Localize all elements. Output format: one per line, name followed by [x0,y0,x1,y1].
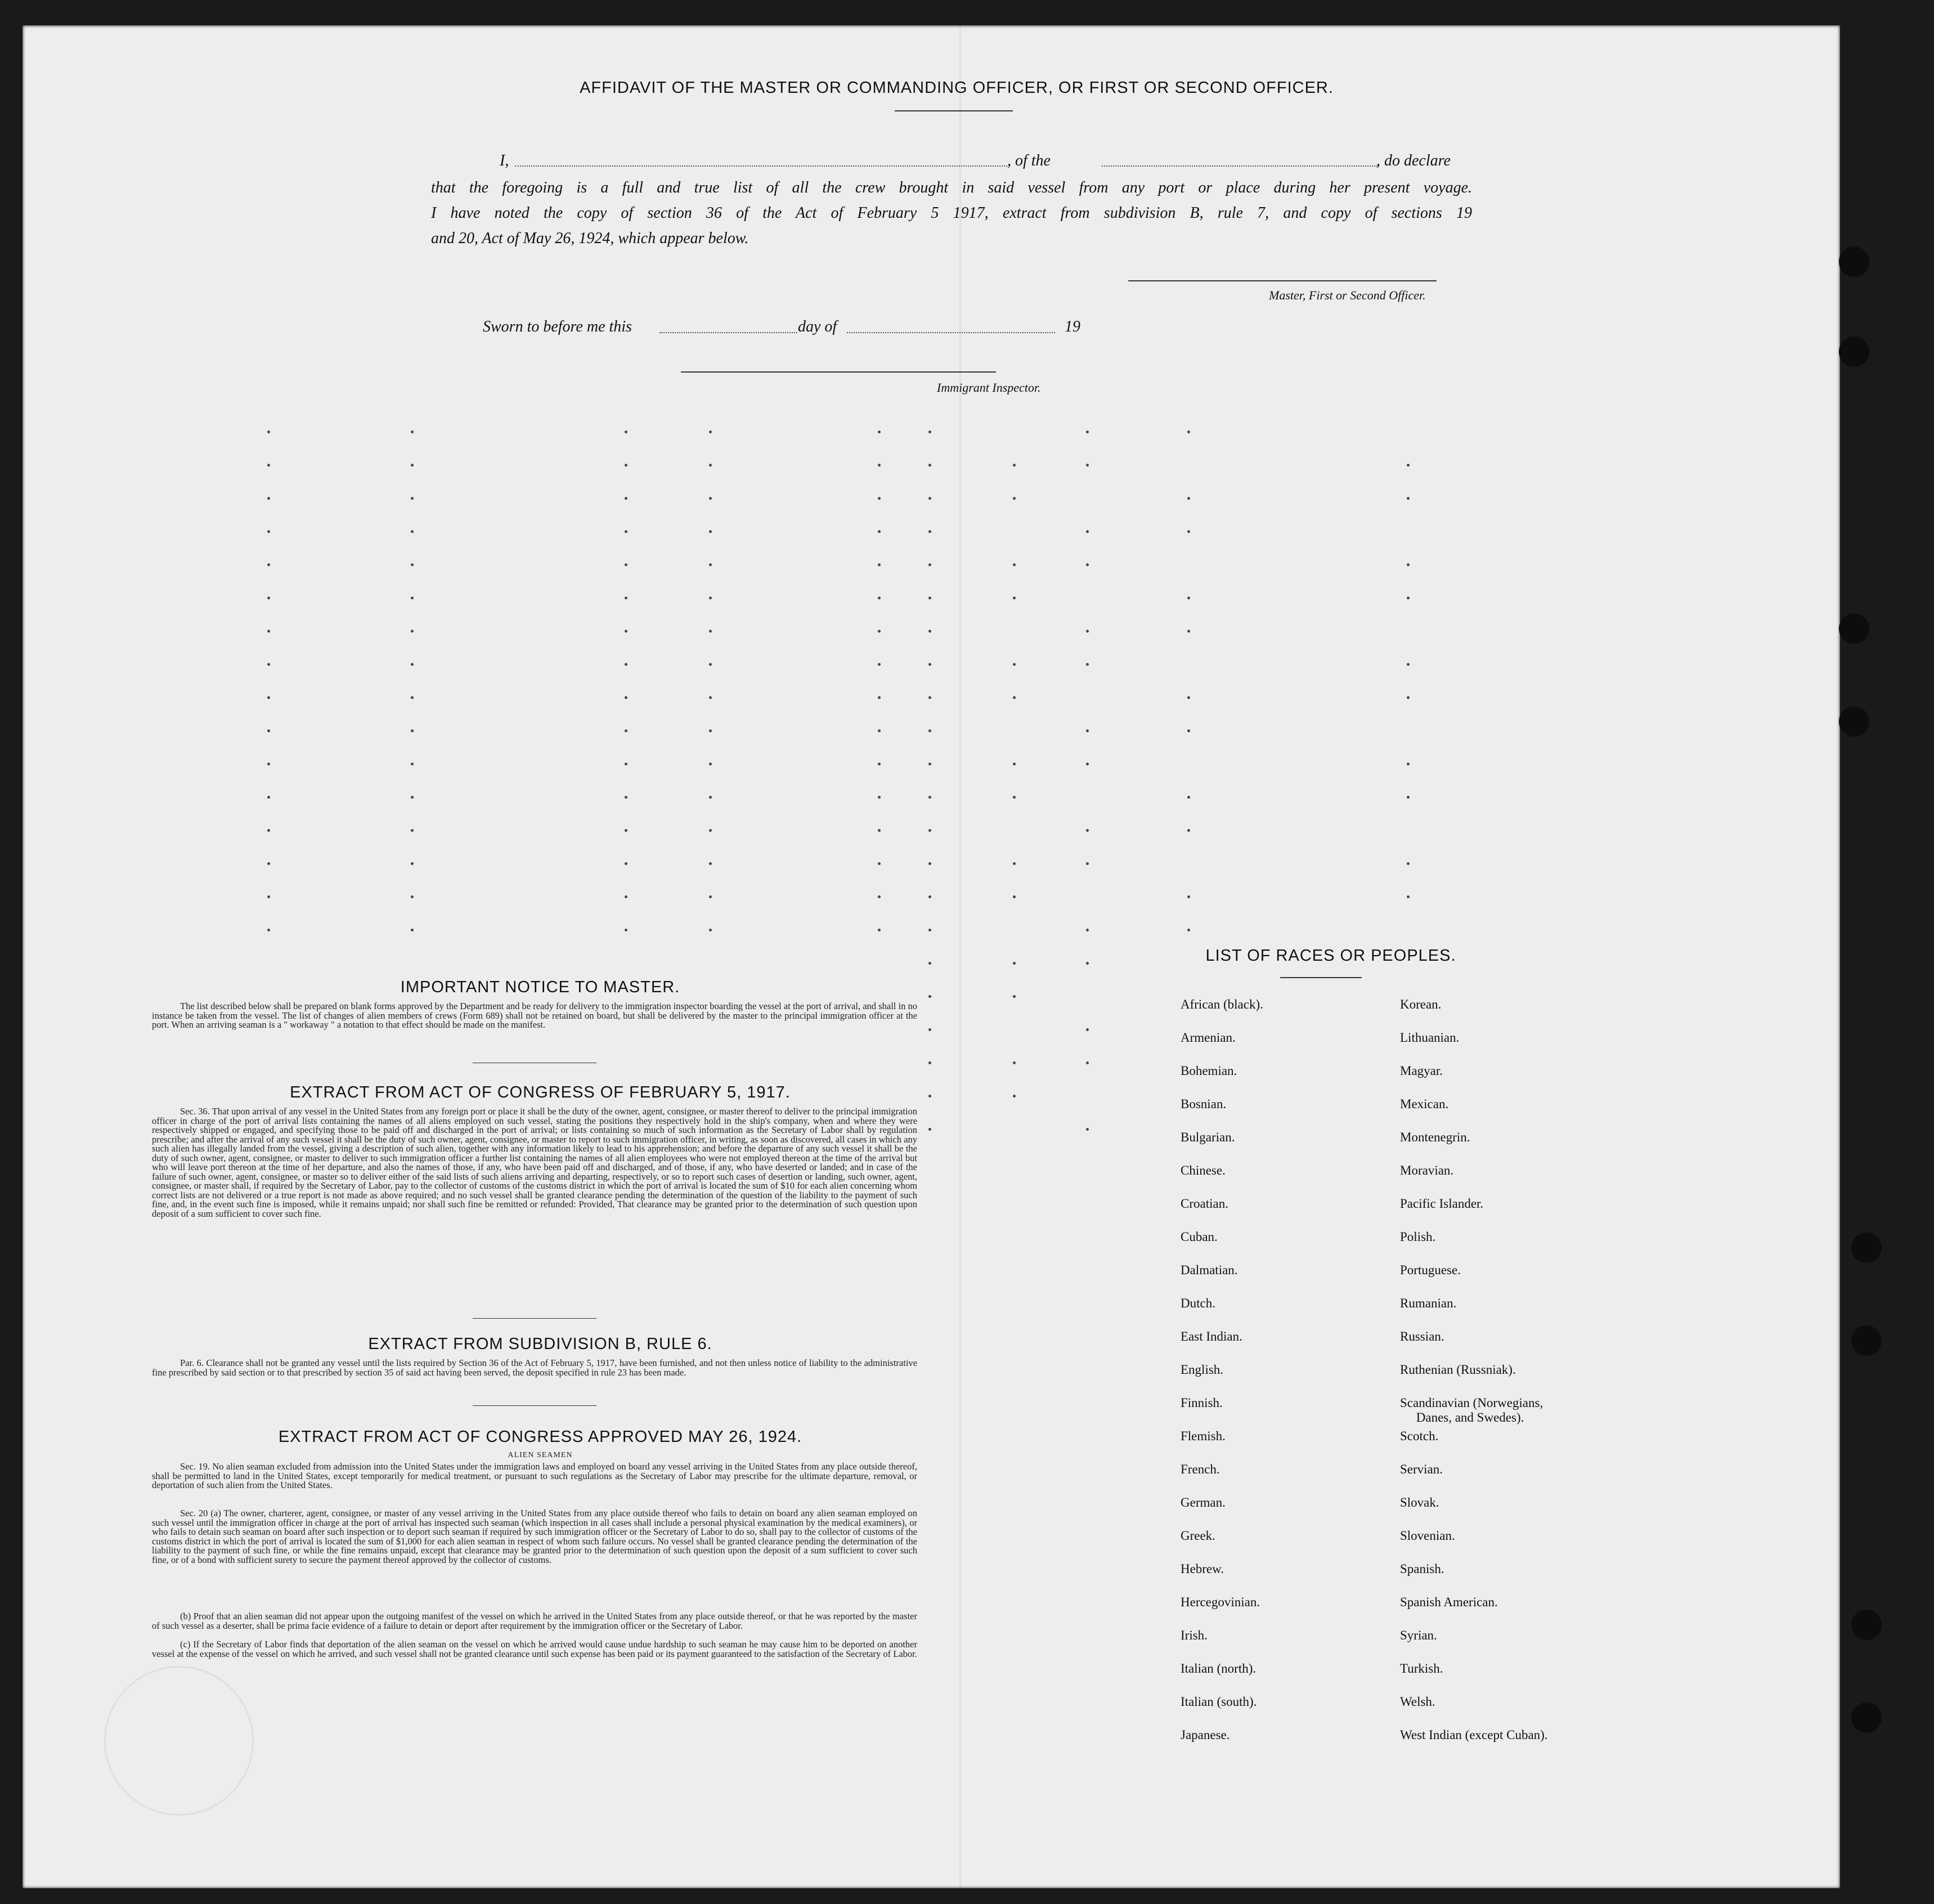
race-entry: Pacific Islander. [1400,1197,1484,1211]
bleed-dot [1407,464,1410,467]
bleed-dot [709,630,712,633]
bleed-dot [411,663,414,666]
affidavit-line4: and 20, Act of May 26, 1924, which appear below. [431,230,749,247]
rule6-title: EXTRACT FROM SUBDIVISION B, RULE 6. [368,1335,712,1353]
bleed-dot [1086,1128,1089,1131]
bleed-dot [709,597,712,599]
bleed-dot [1187,729,1190,732]
punch-hole [1839,706,1869,737]
bleed-dot [709,862,712,865]
bleed-dot [1407,895,1410,898]
race-entry: Spanish American. [1400,1595,1498,1609]
race-entry: Scotch. [1400,1429,1439,1443]
bleed-dot [1013,1095,1016,1097]
bleed-dot [928,1095,931,1097]
bleed-dot [1086,729,1089,732]
race-entry: Hercegovinian. [1181,1595,1260,1609]
race-entry: Japanese. [1181,1728,1230,1742]
bleed-dot [928,663,931,666]
bleed-dot [709,431,712,433]
bleed-dot [1013,663,1016,666]
bleed-dot [878,431,881,433]
race-entry: African (black). [1181,997,1263,1011]
race-entry: Lithuanian. [1400,1031,1460,1045]
race-entry: Greek. [1181,1529,1215,1543]
bleed-dot [625,895,627,898]
bleed-dot [1407,597,1410,599]
bleed-dot [1086,530,1089,533]
affidavit-line1-start: I, [500,152,509,169]
bleed-dot [1187,497,1190,500]
bleed-dot [928,962,931,965]
race-entry: Montenegrin. [1400,1130,1470,1144]
bleed-dot [625,497,627,500]
bleed-dot [709,796,712,799]
bleed-dot [1013,696,1016,699]
sec20b-body: (b) Proof that an alien seaman did not appear upon the outgoing manifest of the vessel on which he arrived in the United States from any place outside thereof, or that he was reported by the master of such vessel as a deserter, shall be prima facie evidence of a failure to detain or deport after requirement by the immigration officer or the Secretary of Labor. [152,1611,917,1631]
bleed-dot [411,497,414,500]
bleed-dot [1013,597,1016,599]
bleed-dot [709,530,712,533]
bleed-dot [1013,862,1016,865]
inspector-label: Immigrant Inspector. [937,380,1041,395]
bleed-dot [411,829,414,832]
bleed-dot [928,696,931,699]
rule6-body: Par. 6. Clearance shall not be granted any vessel until the lists required by Section 36 of the Act of February 5, 1917, have been furnished, and not then unless notice of liability to the administrative fine prescribed by said section or to that prescribed by section 35 of said act having been served, the deposit specified in rule 23 has been made. [152,1358,917,1378]
affidavit-title: AFFIDAVIT OF THE MASTER OR COMMANDING OFFICER, OR FIRST OR SECOND OFFICER. [580,79,1334,97]
race-entry: Turkish. [1400,1661,1443,1675]
race-entry: East Indian. [1181,1329,1242,1343]
bleed-dot [709,663,712,666]
race-entry: Portuguese. [1400,1263,1461,1277]
bleed-dot [1086,1028,1089,1031]
race-entry: Slovak. [1400,1495,1439,1509]
races-title: LIST OF RACES OR PEOPLES. [1205,947,1456,965]
notice-body: The list described below shall be prepared on blank forms approved by the Department and be ready for delivery to the immigration inspector boarding the vessel at the port of arrival, and shall in no instance be taken from the vessel. The list of changes of alien members of crews (Form 689) shall not be retained on board, but shall be delivered by the master to the principal immigration officer at the port. When an arriving seaman is a " workaway " a notation to that effect should be made on the manifest. [152,1001,917,1030]
race-entry: French. [1181,1462,1220,1476]
race-entry: Bulgarian. [1181,1130,1235,1144]
bleed-dot [1407,796,1410,799]
bleed-dot [878,530,881,533]
name-blank[interactable] [515,153,1007,167]
bleed-dot [1187,929,1190,931]
bleed-dot [1407,663,1410,666]
bleed-dot [878,464,881,467]
sec19-body: Sec. 19. No alien seaman excluded from admission into the United States under the immigration laws and employed on board any vessel arriving in the United States from any place outside thereof, shall be permitted to land in the United States, except temporarily for medical treatment, or pursuant to such regulations as the Secretary of Labor may prescribe for the ultimate departure, removal, or deportation of such alien from the United States. [152,1461,917,1490]
sec20a-body: Sec. 20 (a) The owner, charterer, agent, consignee, or master of any vessel arriving in the United States from any place outside thereof who fails to detain on board any alien seaman employed on such vessel until the immigration officer in charge at the port of arrival has inspected such seaman (which inspection in all cases shall include a personal physical examination by the medical examiners), or who fails to detain such seaman on board after such inspection or to deport such seaman if required by such immigration officer or the Secretary of Labor to do so, shall pay to the collector of customs of the customs district in which the port of arrival is located the sum of $1,000 for each alien seaman in respect of whom such failure occurs. No vessel shall be granted clearance pending the determination of the liability to the payment of such fine, or while the fine remains unpaid, except that clearance may be granted prior to the determination of such question upon the deposit of a sum sufficient to cover such fine, or of a bond with sufficient surety to secure the payment thereof approved by the collector of customs. [152,1508,917,1565]
bleed-dot [928,630,931,633]
bleed-dot [878,597,881,599]
bleed-dot [1086,630,1089,633]
race-entry: West Indian (except Cuban). [1400,1728,1548,1742]
bleed-dot [1187,796,1190,799]
sec20c-body: (c) If the Secretary of Labor finds that deportation of the alien seaman on the vessel on which he arrived would cause undue hardship to such seaman he may cause him to be deported on another vessel at the expense of the vessel on which he arrived, and such vessel shall not be granted clearance until such expense has been paid or its payment guaranteed to the satisfaction of the Secretary of Labor. [152,1639,917,1659]
bleed-dot [411,763,414,765]
bleed-dot [267,663,270,666]
bleed-dot [878,497,881,500]
bleed-dot [878,763,881,765]
bleed-dot [411,862,414,865]
race-entry: Finnish. [1181,1396,1223,1410]
divider [473,1318,596,1319]
extract-1917-title: EXTRACT FROM ACT OF CONGRESS OF FEBRUARY 5, 1917. [290,1083,791,1101]
affidavit-line1-end: , do declare [1376,152,1451,169]
bleed-dot [267,597,270,599]
bleed-dot [411,431,414,433]
bleed-dot [1013,464,1016,467]
bleed-dot [1187,630,1190,633]
bleed-dot [1407,563,1410,566]
race-entry: Moravian. [1400,1163,1454,1177]
inspector-signature-line[interactable] [681,371,996,373]
divider [473,1405,596,1406]
bleed-dot [1187,895,1190,898]
punch-hole [1851,1325,1882,1356]
bleed-dot [1086,763,1089,765]
bleed-dot [928,995,931,998]
bleed-dot [267,895,270,898]
sworn-start: Sworn to before me this [483,318,632,335]
bleed-dot [267,862,270,865]
bleed-dot [1086,929,1089,931]
bleed-dot [625,563,627,566]
bleed-dot [709,497,712,500]
bleed-dot [1187,829,1190,832]
embossed-seal [104,1666,254,1816]
race-entry: Slovenian. [1400,1529,1455,1543]
race-entry: Scandinavian (Norwegians, Danes, and Swedes). [1400,1396,1543,1424]
race-entry: Dalmatian. [1181,1263,1238,1277]
bleed-dot [1086,431,1089,433]
race-entry: Russian. [1400,1329,1444,1343]
bleed-dot [878,729,881,732]
bleed-dot [267,497,270,500]
bleed-dot [267,696,270,699]
bleed-dot [267,431,270,433]
bleed-dot [267,530,270,533]
race-entry: German. [1181,1495,1226,1509]
bleed-dot [878,563,881,566]
race-entry: Chinese. [1181,1163,1226,1177]
bleed-dot [928,929,931,931]
bleed-dot [267,829,270,832]
bleed-dot [878,929,881,931]
race-entry: Irish. [1181,1628,1208,1642]
master-label: Master, First or Second Officer. [1269,288,1426,302]
punch-hole [1839,337,1869,367]
bleed-dot [928,1128,931,1131]
bleed-dot [1407,497,1410,500]
bleed-dot [709,829,712,832]
race-entry: Ruthenian (Russniak). [1400,1363,1516,1377]
race-entry: Welsh. [1400,1695,1435,1709]
sworn-day-blank[interactable] [659,320,797,333]
bleed-dot [928,464,931,467]
bleed-dot [709,563,712,566]
bleed-dot [625,829,627,832]
bleed-dot [267,729,270,732]
race-entry: Syrian. [1400,1628,1437,1642]
bleed-dot [928,796,931,799]
bleed-dot [1013,1061,1016,1064]
bleed-dot [411,796,414,799]
bleed-dot [267,563,270,566]
bleed-dot [267,929,270,931]
bleed-dot [928,829,931,832]
notice-title: IMPORTANT NOTICE TO MASTER. [400,978,680,996]
bleed-dot [625,630,627,633]
affidavit-line1-mid: , of the [1007,152,1051,169]
vessel-blank[interactable] [1102,153,1377,167]
bleed-dot [1013,962,1016,965]
bleed-dot [625,796,627,799]
bleed-dot [878,696,881,699]
bleed-dot [709,464,712,467]
race-entry: Mexican. [1400,1097,1449,1111]
race-entry: Korean. [1400,997,1442,1011]
bleed-dot [625,530,627,533]
bleed-dot [1013,497,1016,500]
race-entry: Hebrew. [1181,1562,1224,1576]
race-entry: Italian (south). [1181,1695,1257,1709]
bleed-dot [1013,995,1016,998]
bleed-dot [411,530,414,533]
bleed-dot [709,763,712,765]
bleed-dot [878,895,881,898]
bleed-dot [625,696,627,699]
bleed-dot [1013,763,1016,765]
bleed-dot [1407,696,1410,699]
bleed-dot [928,1061,931,1064]
race-entry: Spanish. [1400,1562,1444,1576]
bleed-dot [928,597,931,599]
races-underline [1280,977,1362,978]
bleed-dot [928,563,931,566]
bleed-dot [625,597,627,599]
page-fold [959,25,961,1888]
bleed-dot [1086,829,1089,832]
affidavit-line3: I have noted the copy of section 36 of the Act of February 5 1917, extract from subdivision B, rule 7, and copy of sections 19 [431,204,1472,222]
bleed-dot [411,464,414,467]
race-entry: Dutch. [1181,1296,1215,1310]
bleed-dot [1013,796,1016,799]
extract-1924-title: EXTRACT FROM ACT OF CONGRESS APPROVED MAY 26, 1924. [278,1428,802,1446]
bleed-dot [411,895,414,898]
bleed-dot [1013,563,1016,566]
bleed-dot [878,862,881,865]
bleed-dot [625,862,627,865]
bleed-dot [1407,862,1410,865]
race-entry: Bosnian. [1181,1097,1227,1111]
bleed-dot [411,597,414,599]
race-entry: Flemish. [1181,1429,1226,1443]
bleed-dot [411,729,414,732]
bleed-dot [411,630,414,633]
bleed-dot [928,431,931,433]
bleed-dot [928,729,931,732]
race-entry: English. [1181,1363,1224,1377]
punch-hole [1839,613,1869,644]
bleed-dot [625,929,627,931]
bleed-dot [625,663,627,666]
bleed-dot [411,929,414,931]
sworn-year: 19 [1065,318,1080,335]
bleed-dot [1187,431,1190,433]
bleed-dot [1187,597,1190,599]
bleed-dot [928,763,931,765]
bleed-dot [625,464,627,467]
bleed-dot [1086,962,1089,965]
punch-hole [1851,1703,1882,1733]
bleed-dot [928,497,931,500]
race-entry: Rumanian. [1400,1296,1457,1310]
punch-hole [1839,247,1869,277]
bleed-dot [411,563,414,566]
extract-1924-subtitle: ALIEN SEAMEN [508,1451,573,1459]
bleed-dot [709,895,712,898]
bleed-dot [625,763,627,765]
bleed-dot [1013,895,1016,898]
sworn-mid: day of [798,318,837,335]
bleed-dot [411,696,414,699]
race-entry: Italian (north). [1181,1661,1257,1675]
bleed-dot [878,630,881,633]
race-entry: Croatian. [1181,1197,1228,1211]
bleed-dot [1086,862,1089,865]
bleed-dot [928,895,931,898]
bleed-dot [1086,464,1089,467]
bleed-dot [267,630,270,633]
race-entry: Bohemian. [1181,1064,1237,1078]
bleed-dot [709,729,712,732]
bleed-dot [1187,696,1190,699]
bleed-dot [625,729,627,732]
extract-1917-body: Sec. 36. That upon arrival of any vessel in the United States from any foreign port or place it shall be the duty of the owner, agent, consignee, or master thereof to deliver to the principal immigration officer in charge of the port of arrival lists containing the names of all aliens employed on such vessel, stating the positions they respectively hold in the ship's company, when and where they were respectively shipped or engaged, and specifying those to be paid off and discharged in the port of arrival; or lists containing so much of such information as the Secretary of Labor shall by regulation prescribe; and after the arrival of any such vessel it shall be the duty of such owner, agent, consignee, or master to report to such immigration officer, in writing, as soon as discovered, all cases in which any such alien has illegally landed from the vessel, giving a description of such alien, together with any information likely to lead to his apprehension; and before the departure of any such vessel it shall be the duty of such owner, agent, consignee, or master to deliver to such immigration officer a further list containing the names of all alien employees who were not employed thereon at the time of the arrival but who will leave port thereon at the time of her departure, and also the names of those, if any, who have been paid off and discharged, and of those, if any, who have deserted or landed; and in case of the failure of such owner, agent, consignee, or master so to deliver either of the said lists of such aliens arriving and departing, respectively, or so to report such cases of desertion or landing, such owner, agent, consignee, or master shall, if required by the Secretary of Labor, pay to the collector of customs of the customs district in which the port of arrival is located the sum of $10 for each alien concerning whom correct lists are not delivered or a true report is not made as above required; and no such vessel shall be granted clearance pending the determination of the question of the liability to the payment of such fine, and, in the event such fine is imposed, while it remains unpaid; nor shall such fine be remitted or refunded: Provided, That clearance may be granted prior to the determination of such question upon deposit of a sum sufficient to cover such fine. [152,1106,917,1219]
document-page [23,25,1840,1888]
bleed-dot [709,929,712,931]
bleed-dot [1086,663,1089,666]
sworn-month-blank[interactable] [847,320,1055,333]
title-underline [895,110,1013,111]
bleed-dot [267,464,270,467]
bleed-dot [267,796,270,799]
bleed-dot [928,1028,931,1031]
bleed-dot [1086,563,1089,566]
bleed-dot [709,696,712,699]
race-entry: Magyar. [1400,1064,1443,1078]
bleed-dot [878,829,881,832]
race-entry: Polish. [1400,1230,1436,1244]
bleed-dot [878,796,881,799]
bleed-dot [625,431,627,433]
master-signature-line[interactable] [1128,280,1437,281]
affidavit-line2: that the foregoing is a full and true list of all the crew brought in said vessel from any port or place during her present voyage. [431,179,1472,196]
bleed-dot [1187,530,1190,533]
race-entry: Cuban. [1181,1230,1218,1244]
race-entry: Servian. [1400,1462,1443,1476]
punch-hole [1851,1233,1882,1263]
bleed-dot [878,663,881,666]
bleed-dot [1407,763,1410,765]
bleed-dot [1086,1061,1089,1064]
punch-hole [1851,1610,1882,1640]
bleed-dot [928,862,931,865]
bleed-dot [928,530,931,533]
bleed-dot [267,763,270,765]
race-entry: Armenian. [1181,1031,1236,1045]
